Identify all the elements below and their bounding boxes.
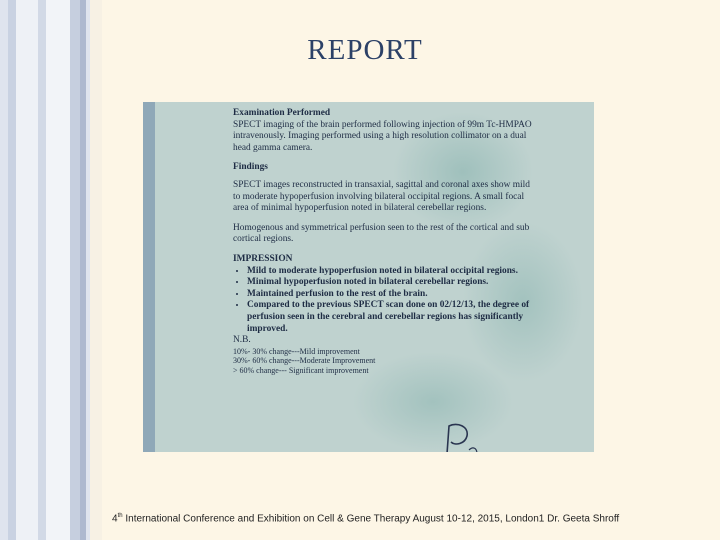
impression-heading: IMPRESSION	[233, 253, 293, 264]
nb-line: > 60% change--- Significant improvement	[233, 365, 369, 375]
list-item: • Mild to moderate hypoperfusion noted in bilateral occipital regions.	[247, 266, 533, 278]
report-content	[233, 102, 533, 452]
list-item: • Maintained perfusion to the rest of the brain.	[247, 289, 533, 301]
footer-ordinal-suffix: th	[117, 513, 123, 519]
report-scan-image	[143, 102, 594, 452]
exam-text: SPECT imaging of the brain performed following injection of 99m Tc-HMPAO intravenously. Imaging performed using a high resolution collimator on a dual head gamma camera.	[233, 119, 532, 153]
signature-mark	[443, 420, 479, 452]
list-item: • Minimal hypoperfusion noted in bilateral cerebellar regions.	[247, 277, 533, 289]
decorative-stripes	[0, 0, 110, 540]
footer-ordinal: 4	[112, 513, 118, 525]
nb-line: 30%- 60% change---Moderate Improvement	[233, 356, 376, 366]
footer-text: International Conference and Exhibition on Cell & Gene Therapy August 10-12, 2015, London1 Dr. Geeta Shroff	[122, 513, 620, 525]
nb-line: 10%- 30% change---Mild improvement	[233, 346, 360, 356]
footer-citation	[112, 513, 712, 524]
impression-list	[233, 266, 533, 336]
exam-heading: Examination Performed	[233, 108, 331, 118]
list-item: • Compared to the previous SPECT scan done on 02/12/13, the degree of perfusion seen in the cerebral and cerebellar regions has significantly improved.	[247, 300, 533, 335]
slide-title: REPORT	[307, 34, 423, 66]
nb-heading: N.B.	[233, 335, 251, 346]
scan-edge	[143, 102, 155, 452]
findings-text-1: SPECT images reconstructed in transaxial, sagittal and coronal axes show mild to moderate hypoperfusion involving bilateral occipital regions. A small focal area of minimal hypoperfusion noted in bilateral cerebellar regions.	[233, 179, 530, 214]
findings-text-2: Homogenous and symmetrical perfusion seen to the rest of the cortical and sub cortical regions.	[233, 222, 530, 245]
findings-heading: Findings	[233, 162, 268, 173]
